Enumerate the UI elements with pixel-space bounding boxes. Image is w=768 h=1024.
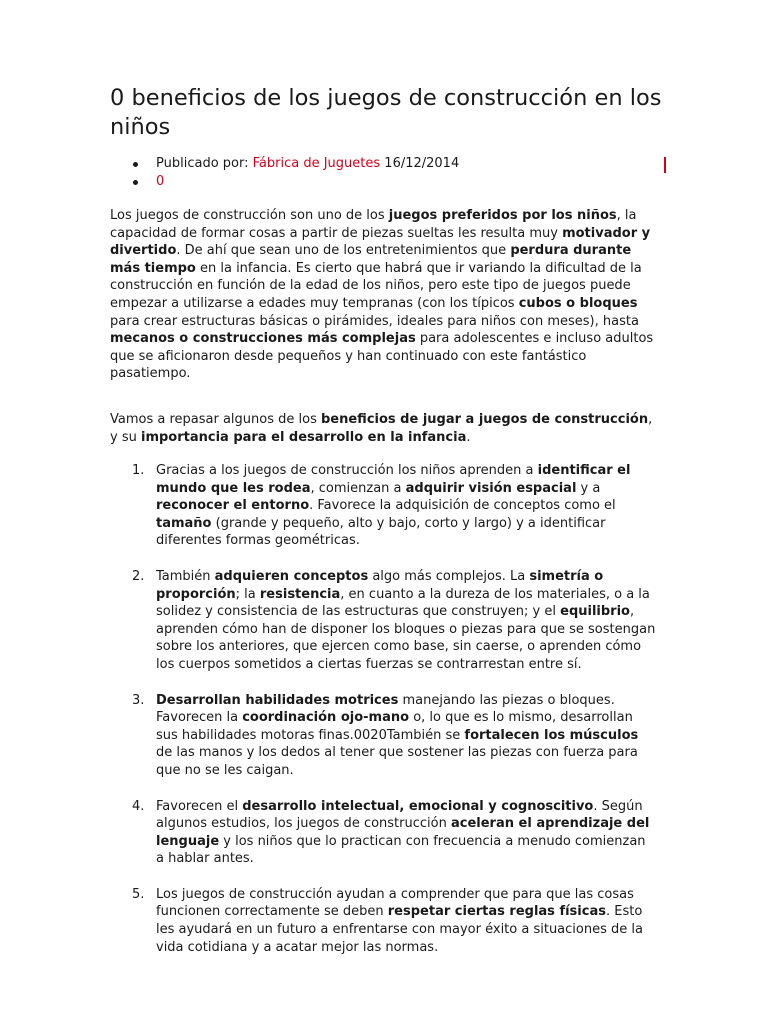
text-run: ; la [235,586,260,602]
text-cursor-mark [664,157,666,173]
text-run: . [466,429,471,445]
bold-text: fortalecen los músculos [464,727,639,743]
bold-text: beneficios de jugar a juegos de construcción [320,412,649,427]
list-number: 2. [132,568,145,584]
text-run: en la infancia. Es cierto que habrá que ir variando la dificultad de la construcción en función de la edad de los niños, pero este tipo de juegos puede empezar a utilizarse a edades muy tempranas (con los típicos [110,260,642,311]
intro-paragraph [110,207,656,383]
text-run: , aprenden cómo han de disponer los bloques o piezas para que se sostengan sobre los anteriores, que ejercen como base, sin caerse, o aprenden cómo los cuerpos sometidos a ciertas fuerzas se contrarrestan entre sí. [156,604,656,672]
author-link[interactable]: Fábrica de Juguetes [252,156,381,171]
text-run: Vamos a repasar algunos de los [110,412,321,427]
bold-text: adquieren conceptos [214,568,369,584]
meta-comments [110,173,670,191]
text-run: y a [576,480,601,496]
bold-text: perdura durante más tiempo [110,243,632,276]
bold-text: Desarrollan habilidades motrices [156,692,399,708]
bold-text: desarrollo intelectual, emocional y cognoscitivo [242,798,594,814]
article-title: 0 beneficios de los juegos de construcción en los niños [110,85,662,140]
bold-text: equilibrio [560,604,630,620]
bold-text: motivador y divertido [110,225,651,259]
published-label: Publicado por: [156,156,249,171]
bold-text: resistencia [259,586,341,602]
bold-text: simetría o proporción [156,568,604,602]
bold-text: cubos o bloques [518,295,638,311]
bold-text: importancia para el desarrollo en la infancia [140,429,467,445]
text-run: para crear estructuras básicas o pirámides, ideales para niños con meses), hasta [110,313,639,329]
text-run: También [156,568,215,584]
text-run: . Según algunos estudios, los juegos de construcción [156,798,643,832]
benefits-list [110,462,656,974]
text-run: . De ahí que sean uno de los entretenimientos que [176,243,511,259]
text-run: , la capacidad de formar cosas a partir de piezas sueltas les resulta muy [110,208,637,241]
text-run: , en cuanto a la dureza de los materiales, o a la solidez y consistencia de las estructuras que construyen; y el [156,586,650,620]
publish-date: 16/12/2014 [384,156,460,171]
text-run: de las manos y los dedos al tener que sostener las piezas con fuerza para que no se les caigan. [156,745,638,778]
text-run: Los juegos de construcción son uno de los [110,208,389,223]
article-meta-list [110,155,670,191]
benefit-item [110,798,656,868]
text-run: Favorecen el [156,798,243,814]
list-number: 5. [132,886,145,902]
bold-text: adquirir visión espacial [405,480,577,496]
text-run: , y su [110,412,653,445]
bold-text: respetar ciertas reglas físicas [387,904,606,920]
benefit-item [110,886,656,956]
text-run: , comienzan a [310,480,406,496]
review-paragraph [110,411,656,446]
text-run: (grande y pequeño, alto y bajo, corto y largo) y a identificar diferentes formas geométricas. [156,515,606,549]
text-run: o, lo que es lo mismo, desarrollan sus habilidades motoras finas.0020También se [156,710,633,743]
list-number: 3. [132,692,145,708]
text-run: para adolescentes e incluso adultos que se aficionaron desde pequeños y han continuado con este fantástico pasatiempo. [110,331,654,382]
bold-text: identificar el mundo que les rodea [156,463,631,496]
comments-count-link[interactable]: 0 [156,174,165,189]
bold-text: juegos preferidos por los niños [388,208,617,223]
text-run: Gracias a los juegos de construcción los niños aprenden a [156,463,538,478]
benefit-item [110,568,656,674]
bold-text: mecanos o construcciones más complejas [110,331,416,347]
bold-text: coordinación ojo-mano [242,710,410,726]
list-number: 1. [132,463,145,478]
text-run: . Esto les ayudará en un futuro a enfrentarse con mayor éxito a situaciones de la vida cotidiana y a acatar mejor las normas. [156,904,643,955]
text-run: . Favorece la adquisición de conceptos como el [309,498,616,514]
text-run: algo más complejos. La [368,568,530,584]
text-run: Los juegos de construcción ayudan a comprender que para que las cosas funcionen correctamente se deben [156,886,634,920]
list-number: 4. [132,798,145,814]
bold-text: reconocer el entorno [156,498,310,514]
meta-published [110,155,670,173]
benefit-item [110,692,656,780]
bold-text: tamaño [156,515,212,531]
text-run: manejando las piezas o bloques. Favorecen la [156,692,615,726]
text-run: y los niños que lo practican con frecuencia a menudo comienzan a hablar antes. [156,833,646,867]
benefit-item [110,462,656,550]
bold-text: aceleran el aprendizaje del lenguaje [156,816,650,849]
